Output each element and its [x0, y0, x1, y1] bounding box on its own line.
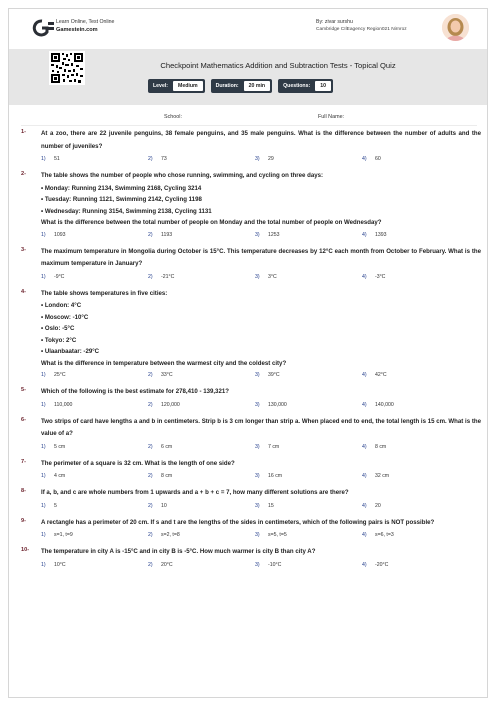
question-item	[21, 288, 481, 381]
option-text: 15	[268, 502, 274, 509]
answer-option[interactable]	[41, 442, 148, 452]
answer-option[interactable]	[362, 530, 469, 540]
option-text: 1093	[54, 231, 66, 238]
question-text: Which of the following is the best estimate for 278,410 - 139,321?	[41, 388, 229, 395]
option-number: 4)	[362, 532, 367, 538]
option-text: 20°C	[161, 561, 173, 568]
answer-option[interactable]	[255, 400, 362, 410]
question-number: 3-	[21, 246, 26, 253]
answer-options	[41, 370, 481, 380]
option-text: s=2, t=8	[161, 532, 180, 538]
option-text: 5 cm	[54, 443, 66, 450]
question-number: 8-	[21, 488, 26, 494]
option-text: 6 cm	[161, 443, 173, 450]
option-number: 4)	[362, 561, 367, 568]
question-number: 6-	[21, 416, 26, 423]
worksheet-page	[8, 8, 488, 698]
option-text: 10	[161, 502, 167, 509]
option-text: 1393	[375, 231, 387, 238]
question-text: • Tuesday: Running 1121, Swimming 2142, Cycling 1198	[41, 196, 202, 203]
quiz-title: Checkpoint Mathematics Addition and Subtraction Tests - Topical Quiz	[160, 61, 396, 70]
answer-option[interactable]	[41, 230, 148, 240]
question-text: What is the difference in temperature between the warmest city and the coldest city?	[41, 359, 287, 367]
answer-option[interactable]	[148, 501, 255, 511]
option-text: s=5, t=5	[268, 532, 287, 538]
questions-value: 10	[315, 81, 331, 91]
option-number: 1)	[41, 273, 46, 280]
answer-option[interactable]	[255, 154, 362, 164]
option-number: 2)	[148, 372, 153, 378]
level-label: Level:	[153, 83, 168, 89]
answer-option[interactable]	[148, 154, 255, 164]
question-number: 1-	[21, 129, 26, 135]
author-name: By: zivar surshu	[316, 19, 353, 25]
option-text: 10°C	[54, 561, 66, 568]
question-number: 10-	[21, 547, 30, 553]
question-body	[41, 487, 481, 511]
answer-option[interactable]	[148, 400, 255, 410]
option-text: -9°C	[54, 273, 65, 280]
answer-option[interactable]	[148, 442, 255, 452]
answer-option[interactable]	[255, 560, 362, 570]
answer-option[interactable]	[41, 501, 148, 511]
option-text: s=6, t=3	[375, 532, 394, 538]
question-item	[21, 458, 481, 482]
option-number: 4)	[362, 401, 367, 408]
answer-options	[41, 560, 481, 570]
option-text: 7 cm	[268, 443, 280, 450]
author-cohort: Cambridge CIlEagency Region021 Nirnroz	[316, 27, 407, 32]
answer-option[interactable]	[148, 471, 255, 481]
question-body	[41, 517, 481, 541]
option-text: 60	[375, 156, 381, 162]
option-number: 2)	[148, 273, 153, 280]
option-text: 4 cm	[54, 473, 66, 479]
option-text: 130,000	[268, 401, 287, 408]
option-number: 4)	[362, 502, 367, 509]
duration-chip	[211, 79, 273, 93]
option-text: 140,000	[375, 401, 394, 408]
question-body	[41, 416, 481, 452]
question-body	[41, 386, 481, 410]
avatar	[442, 14, 469, 41]
answer-option[interactable]	[41, 154, 148, 164]
question-item	[21, 386, 481, 410]
question-list	[21, 128, 481, 576]
option-text: 120,000	[161, 401, 180, 408]
question-text: • Moscow: -10°C	[41, 313, 89, 321]
option-number: 2)	[148, 473, 153, 479]
option-text: s=1, t=9	[54, 532, 73, 538]
question-item	[21, 416, 481, 452]
option-number: 3)	[255, 156, 260, 162]
question-text: • London: 4°C	[41, 302, 82, 309]
answer-option[interactable]	[148, 530, 255, 540]
answer-option[interactable]	[362, 400, 469, 410]
option-text: 110,000	[54, 401, 73, 408]
option-number: 4)	[362, 443, 367, 450]
question-item	[21, 246, 481, 282]
answer-option[interactable]	[362, 471, 469, 481]
question-body	[41, 170, 481, 240]
option-number: 1)	[41, 473, 46, 479]
level-value: Medium	[173, 81, 203, 91]
answer-option[interactable]	[362, 154, 469, 164]
answer-option[interactable]	[362, 442, 469, 452]
option-number: 3)	[255, 561, 260, 568]
answer-option[interactable]	[255, 370, 362, 380]
option-text: 51	[54, 156, 60, 162]
option-number: 4)	[362, 473, 367, 479]
answer-option[interactable]	[255, 272, 362, 282]
question-text: • Monday: Running 2134, Swimming 2168, Cycling 3214	[41, 184, 202, 192]
option-number: 3)	[255, 473, 260, 479]
option-text: 3°C	[268, 273, 277, 280]
option-number: 4)	[362, 231, 367, 238]
questions-label: Questions:	[283, 83, 311, 89]
option-text: 20	[375, 502, 381, 509]
option-number: 2)	[148, 443, 153, 450]
question-number: 2-	[21, 171, 26, 177]
answer-option[interactable]	[362, 501, 469, 511]
option-number: 3)	[255, 532, 260, 538]
question-text: At a zoo, there are 22 juvenile penguins, 38 female penguins, and 35 male penguins. What is the difference between the number of adults and the number of juveniles?	[41, 130, 481, 150]
option-text: 1253	[268, 231, 280, 238]
option-number: 4)	[362, 372, 367, 378]
question-text: • Wednesday: Running 3154, Swimming 2138, Cycling 1131	[41, 207, 212, 215]
answer-option[interactable]	[362, 370, 469, 380]
answer-option[interactable]	[41, 370, 148, 380]
questions-chip	[278, 79, 333, 93]
option-text: 73	[161, 156, 167, 162]
question-text: The table shows the number of people who chose running, swimming, and cycling on three days:	[41, 172, 324, 179]
answer-option[interactable]	[255, 501, 362, 511]
option-number: 4)	[362, 273, 367, 280]
answer-option[interactable]	[41, 530, 148, 540]
question-text: Two strips of card have lengths a and b in centimeters. Strip b is 3 cm longer than strip a. When placed end to end, the total length is 15 cm. What is the value of a?	[41, 417, 481, 437]
option-text: 33°C	[161, 372, 173, 378]
answer-options	[41, 471, 481, 481]
question-number: 9-	[21, 517, 26, 524]
option-text: 16 cm	[268, 473, 283, 479]
question-text: The maximum temperature in Mongolia during October is 15°C. This temperature decreases by 12°C each month from October to February. What is the maximum temperature in January?	[41, 247, 481, 267]
answer-options	[41, 530, 481, 540]
answer-option[interactable]	[41, 560, 148, 570]
question-item	[21, 487, 481, 511]
question-item	[21, 546, 481, 570]
divider	[21, 125, 477, 126]
answer-option[interactable]	[255, 530, 362, 540]
question-text: The perimeter of a square is 32 cm. What is the length of one side?	[41, 459, 235, 467]
gamestein-logo	[31, 19, 55, 37]
question-text: If a, b, and c are whole numbers from 1 upwards and a + b + c = 7, how many different solutions are there?	[41, 489, 349, 496]
option-text: 32 cm	[375, 473, 390, 479]
option-number: 2)	[148, 156, 153, 162]
page-header	[9, 9, 487, 45]
question-text: • Ulaanbaatar: -29°C	[41, 348, 100, 355]
option-text: 25°C	[54, 372, 66, 378]
option-number: 3)	[255, 273, 260, 280]
question-body	[41, 458, 481, 482]
option-text: -21°C	[161, 273, 175, 280]
option-number: 3)	[255, 231, 260, 238]
option-number: 1)	[41, 443, 46, 450]
duration-value: 20 min	[244, 81, 270, 91]
answer-options	[41, 154, 481, 164]
answer-option[interactable]	[255, 230, 362, 240]
answer-option[interactable]	[41, 400, 148, 410]
option-number: 1)	[41, 156, 46, 162]
option-text: 29	[268, 156, 274, 162]
option-text: 39°C	[268, 372, 280, 378]
question-body	[41, 546, 481, 570]
option-text: 5	[54, 502, 57, 509]
question-text: The temperature in city A is -15°C and in city B is -5°C. How much warmer is city B than city A?	[41, 548, 316, 555]
question-number: 5-	[21, 387, 26, 393]
question-text: The table shows temperatures in five cities:	[41, 289, 168, 297]
option-text: -20°C	[375, 561, 389, 568]
option-text: 42°C	[375, 372, 387, 378]
option-number: 2)	[148, 502, 153, 509]
option-number: 1)	[41, 401, 46, 408]
full-name-field-label: Full Name:	[318, 114, 345, 120]
option-text: -3°C	[375, 273, 386, 280]
answer-option[interactable]	[362, 272, 469, 282]
answer-option[interactable]	[362, 230, 469, 240]
answer-options	[41, 501, 481, 511]
answer-option[interactable]	[41, 471, 148, 481]
answer-option[interactable]	[148, 272, 255, 282]
option-number: 1)	[41, 231, 46, 238]
site-tagline: Learn Online, Test Online	[56, 19, 115, 25]
answer-option[interactable]	[41, 272, 148, 282]
option-number: 3)	[255, 372, 260, 378]
option-number: 1)	[41, 372, 46, 378]
question-number: 4-	[21, 288, 26, 295]
quiz-meta	[148, 79, 333, 93]
answer-option[interactable]	[148, 370, 255, 380]
option-number: 1)	[41, 532, 46, 538]
answer-option[interactable]	[148, 560, 255, 570]
answer-option[interactable]	[362, 560, 469, 570]
answer-option[interactable]	[148, 230, 255, 240]
school-field-label: School:	[164, 114, 182, 120]
option-text: 1193	[161, 231, 173, 238]
option-text: -10°C	[268, 561, 282, 568]
answer-options	[41, 442, 481, 452]
duration-label: Duration:	[215, 83, 239, 89]
avatar-portrait-icon	[442, 14, 469, 41]
question-text: • Oslo: -5°C	[41, 325, 75, 332]
option-number: 2)	[148, 401, 153, 408]
option-number: 3)	[255, 401, 260, 408]
question-item	[21, 517, 481, 541]
level-chip	[148, 79, 205, 93]
option-number: 4)	[362, 156, 367, 162]
question-body	[41, 128, 481, 164]
quiz-banner	[9, 49, 487, 105]
answer-option[interactable]	[255, 442, 362, 452]
option-number: 2)	[148, 561, 153, 568]
option-number: 3)	[255, 502, 260, 509]
question-body	[41, 246, 481, 282]
option-number: 3)	[255, 443, 260, 450]
answer-options	[41, 400, 481, 410]
answer-options	[41, 272, 481, 282]
question-number: 7-	[21, 458, 26, 465]
answer-option[interactable]	[255, 471, 362, 481]
option-text: 8 cm	[375, 443, 387, 450]
option-text: 8 cm	[161, 473, 173, 479]
question-text: What is the difference between the total number of people on Monday and the total number of people on Wednesday?	[41, 219, 382, 226]
question-item	[21, 128, 481, 164]
option-number: 2)	[148, 231, 153, 238]
answer-options	[41, 230, 481, 240]
option-number: 2)	[148, 532, 153, 538]
option-number: 1)	[41, 502, 46, 509]
question-text: A rectangle has a perimeter of 20 cm. If s and t are the lengths of the sides in centimeters, which of the following pairs is NOT possible?	[41, 518, 435, 526]
site-name[interactable]: Gamestein.com	[56, 27, 98, 33]
question-text: • Tokyo: 2°C	[41, 336, 77, 344]
question-item	[21, 170, 481, 240]
question-body	[41, 288, 481, 381]
option-number: 1)	[41, 561, 46, 568]
